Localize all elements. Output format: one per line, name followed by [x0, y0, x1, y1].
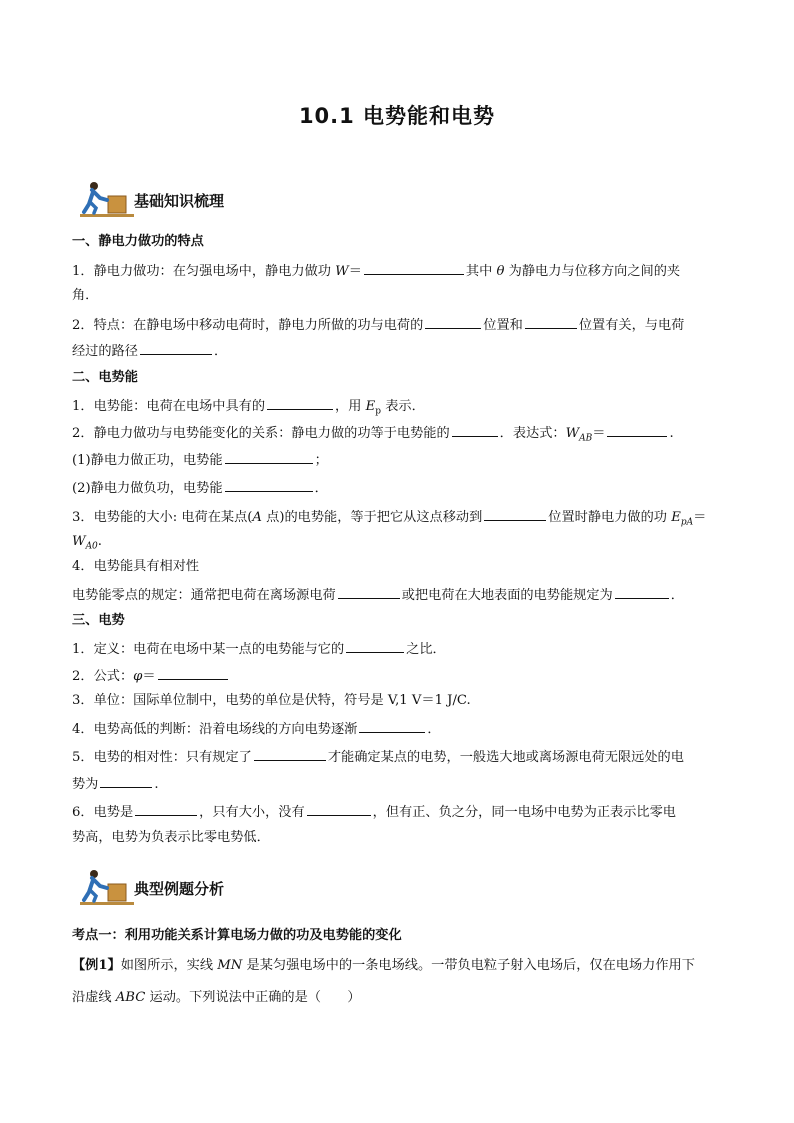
paragraph-line: [72, 665, 732, 687]
fill-in-blank[interactable]: [158, 665, 228, 680]
math-symbol: ABC: [115, 990, 146, 1005]
text: 2．公式：: [72, 669, 134, 684]
text: 6．电势是: [72, 805, 134, 820]
text: 运动。下列说法中正确的是（ ）: [145, 990, 361, 1005]
text: 4．电势高低的判断：沿着电场线的方向电势逐渐: [72, 722, 358, 737]
paragraph-line: [72, 449, 732, 471]
fill-in-blank[interactable]: [267, 395, 333, 410]
text: 经过的路径: [72, 344, 138, 359]
paragraph-line: [72, 340, 732, 362]
fill-in-blank[interactable]: [254, 746, 326, 761]
text: ．: [314, 481, 328, 496]
text: (1)静电力做正功，电势能: [72, 453, 223, 468]
text: 1．静电力做功：在匀强电场中，静电力做功: [72, 264, 336, 279]
text: 位置有关，与电荷: [578, 318, 685, 333]
text: 点)的电势能，等于把它从这点移动到: [261, 510, 483, 525]
text: 2．静电力做功与电势能变化的关系：静电力做的功等于电势能的: [72, 426, 450, 441]
math-subscript: pA: [680, 517, 694, 528]
text: 如图所示，实线: [120, 958, 218, 973]
paragraph-line: 角．: [72, 288, 99, 303]
text: 或把电荷在大地表面的电势能规定为: [401, 588, 613, 603]
math-symbol: E: [365, 399, 376, 414]
fill-in-blank[interactable]: [135, 801, 197, 816]
paragraph-line: [72, 718, 732, 740]
fill-in-blank[interactable]: [140, 340, 212, 355]
fill-in-blank[interactable]: [346, 638, 404, 653]
text: ＝: [142, 669, 156, 684]
section-heading: 二、电势能: [72, 370, 138, 385]
math-symbol: E: [671, 510, 681, 525]
paragraph-line: [72, 422, 732, 449]
text: .: [154, 777, 159, 792]
section-heading: 三、电势: [72, 613, 125, 628]
paragraph-line: [72, 506, 732, 533]
paragraph-line: 4．电势能具有相对性: [72, 559, 200, 574]
text: 才能确定某点的电势，一般选大地或离场源电荷无限远处的电: [327, 750, 684, 765]
fill-in-blank[interactable]: [100, 773, 152, 788]
paragraph-line: [72, 395, 732, 422]
section-banner-basics: [80, 180, 300, 220]
fill-in-blank[interactable]: [452, 422, 498, 437]
math-subscript: A0: [85, 541, 98, 552]
text: ＝: [693, 510, 707, 525]
text: ．: [670, 588, 684, 603]
text: ＝: [348, 264, 362, 279]
paragraph-line: [72, 773, 732, 795]
math-symbol: φ: [133, 669, 143, 684]
section-heading: 一、静电力做功的特点: [72, 234, 204, 249]
text: .: [669, 426, 674, 441]
math-symbol: A: [252, 510, 262, 525]
text: 位置时静电力做的功: [548, 510, 672, 525]
fill-in-blank[interactable]: [525, 314, 577, 329]
paragraph-line: [72, 638, 732, 660]
math-symbol: θ: [496, 264, 505, 279]
text: ．: [427, 722, 441, 737]
paragraph-line: [72, 260, 732, 282]
fill-in-blank[interactable]: [225, 449, 313, 464]
paragraph-line: 3．单位：国际单位制中，电势的单位是伏特，符号是 V,1 V＝1 J/C.: [72, 693, 471, 708]
math-symbol: W: [335, 264, 349, 279]
banner-title: 典型例题分析: [134, 880, 225, 898]
text: 1．电势能：电荷在电场中具有的: [72, 399, 266, 414]
paragraph-line: [72, 956, 732, 976]
fill-in-blank[interactable]: [225, 477, 313, 492]
paragraph-line: 势高，电势为负表示比零电势低．: [72, 830, 270, 845]
math-symbol: MN: [217, 958, 243, 973]
banner-title: 基础知识梳理: [134, 192, 225, 210]
fill-in-blank[interactable]: [307, 801, 371, 816]
paragraph-line: [72, 584, 732, 606]
paragraph-line: [72, 532, 732, 557]
text: 为静电力与位移方向之间的夹: [504, 264, 681, 279]
text: ，但有正、负之分，同一电场中电势为正表示比零电: [372, 805, 676, 820]
text: ．: [213, 344, 228, 359]
text: ，用: [335, 399, 366, 414]
fill-in-blank[interactable]: [615, 584, 669, 599]
text: .: [97, 534, 102, 549]
math-subscript: AB: [579, 433, 593, 444]
text: 电势能零点的规定：通常把电荷在离场源电荷: [72, 588, 336, 603]
text: 之比．: [406, 642, 446, 657]
example-label: 【例1】: [72, 958, 121, 973]
fill-in-blank[interactable]: [338, 584, 400, 599]
text: 2．特点：在静电场中移动电荷时，静电力所做的功与电荷的: [72, 318, 424, 333]
fill-in-blank[interactable]: [484, 506, 546, 521]
text: ；: [314, 453, 328, 468]
text: 1．定义：电荷在电场中某一点的电势能与它的: [72, 642, 345, 657]
math-symbol: W: [565, 426, 580, 441]
paragraph-line: [72, 746, 732, 768]
paragraph-line: [72, 477, 732, 499]
paragraph-line: [72, 801, 732, 823]
text: 位置和: [483, 318, 523, 333]
page-title: 10.1 电势能和电势: [298, 104, 496, 128]
text: 表示．: [381, 399, 425, 414]
person-pushing-box-icon: [80, 868, 134, 908]
fill-in-blank[interactable]: [607, 422, 667, 437]
section-banner-examples: [80, 868, 300, 908]
text: 3．电势能的大小: 电荷在某点(: [72, 510, 253, 525]
paragraph-line: [72, 988, 732, 1008]
text: ，只有大小，没有: [199, 805, 305, 820]
math-subscript: p: [375, 406, 381, 417]
text: 是某匀强电场中的一条电场线。一带负电粒子射入电场后，仅在电场力作用下: [242, 958, 695, 973]
section-heading: 考点一：利用功能关系计算电场力做的功及电势能的变化: [72, 928, 402, 943]
math-symbol: W: [72, 534, 86, 549]
fill-in-blank[interactable]: [425, 314, 481, 329]
fill-in-blank[interactable]: [364, 260, 464, 275]
text: 5．电势的相对性：只有规定了: [72, 750, 252, 765]
text: 沿虚线: [72, 990, 116, 1005]
text: ＝: [592, 426, 606, 441]
text: 势为: [72, 777, 99, 792]
fill-in-blank[interactable]: [359, 718, 425, 733]
text: (2)静电力做负功，电势能: [72, 481, 223, 496]
text: ．表达式：: [499, 426, 566, 441]
paragraph-line: [72, 314, 732, 336]
text: 其中: [465, 264, 497, 279]
person-pushing-box-icon: [80, 180, 134, 220]
